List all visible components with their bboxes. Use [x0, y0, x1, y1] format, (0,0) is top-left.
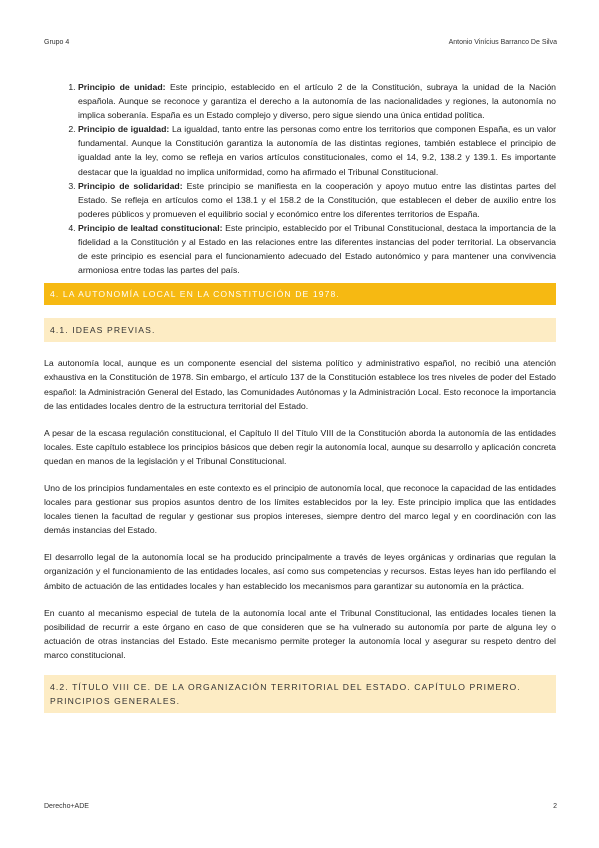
principle-title: Principio de unidad:	[78, 82, 166, 92]
principle-text: Este principio, establecido en el artículo 2 de la Constitución, subraya la unidad de la Nación española. Aunque se reconoce y garantiza el derecho a la autonomía de las nacionalidades y regiones, la autonomía no implica soberanía. España es un Estado complejo y diverso, pero sigue siendo una única entidad política.	[78, 82, 557, 121]
principle-text: Este principio, establecido por el Tribunal Constitucional, destaca la importancia de la fidelidad a la Constitución y al Estado en las relaciones entre las diferentes instancias del poder territorial. La observancia de este principio es esencial para el funcionamiento adecuado del Estado autonómico y para mantener una convivencia armoniosa entre todas las partes del país.	[78, 222, 556, 276]
section-heading: 4. LA AUTONOMÍA LOCAL EN LA CONSTITUCIÓN DE 1978.	[44, 283, 556, 305]
principle-title: Principio de solidaridad:	[78, 180, 183, 191]
list-item	[78, 179, 556, 221]
list-item	[78, 221, 556, 277]
principle-title: Principio de lealtad constitucional:	[78, 222, 223, 233]
subsection-heading: 4.2. TÍTULO VIII CE. DE LA ORGANIZACIÓN TERRITORIAL DEL ESTADO. CAPÍTULO PRIMERO. PRINCIPIOS GENERALES.	[44, 675, 556, 713]
header-author: Antonio Vinícius Barranco De Silva	[448, 39, 557, 46]
paragraph: La autonomía local, aunque es un componente esencial del sistema político y administrativo español, no recibió una atención exhaustiva en la Constitución de 1978. Sin embargo, el artículo 137 de la Constitución establece los tres niveles de poder del Estado español: la Administración General del Estado, las Comunidades Autónomas y la Administración Local. Esto reconoce la importancia de las entidades locales dentro de la estructura territorial del Estado.	[44, 358, 556, 411]
subsection-heading: 4.1. IDEAS PREVIAS.	[44, 318, 556, 342]
header-group: Grupo 4	[44, 39, 70, 46]
paragraph: En cuanto al mecanismo especial de tutela de la autonomía local ante el Tribunal Constitucional, las entidades locales tienen la posibilidad de recurrir a este órgano en caso de que consideren que se ha vulnerado su autonomía por parte de alguna ley o actuación de otras instancias del Estado. Este mecanismo permite proteger la autonomía local y asegurar su respeto dentro del marco constitucional.	[44, 607, 556, 660]
list-item	[78, 122, 556, 178]
principles-list	[44, 80, 556, 277]
paragraph: El desarrollo legal de la autonomía local se ha producido principalmente a través de leyes orgánicas y ordinarias que regulan la organización y el funcionamiento de las entidades locales, así como sus competencias y recursos. Estas leyes han ido perfilando el ámbito de actuación de las entidades locales y han establecido los mecanismos para garantizar su autonomía en la práctica.	[44, 552, 556, 591]
principle-title: Principio de igualdad:	[78, 124, 170, 135]
paragraph: Uno de los principios fundamentales en este contexto es el principio de autonomía local, que reconoce la capacidad de las entidades locales para gestionar sus propios asuntos dentro de los límites establecidos por la ley. Este principio implica que las entidades locales tienen la facultad de regular y gestionar sus propios intereses, siempre dentro del marco legal y en coordinación con las demás instancias del Estado.	[44, 482, 556, 536]
page-content	[44, 80, 556, 713]
footer-label: Derecho+ADE	[44, 803, 89, 810]
page-number: 2	[553, 803, 557, 810]
principle-text: La igualdad, tanto entre las personas como entre los territorios que componen España, es un valor fundamental. Aunque la Constitución garantiza la autonomía de las distintas regiones, también establece el principio de igualdad ante la ley, como se refleja en varios artículos constitucionales, como el 14, 9.2, 138.2 y 139.1. Es importante destacar que la igualdad no implica uniformidad, como ha afirmado el Tribunal Constitucional.	[78, 124, 556, 177]
paragraph: A pesar de la escasa regulación constitucional, el Capítulo II del Título VIII de la Constitución aborda la autonomía de las entidades locales. Este capítulo establece los principios básicos que deben regir la autonomía local, aunque su desarrollo y aplicación concreta quedan en manos de la legislación y el Tribunal Constitucional.	[44, 427, 556, 466]
list-item	[78, 80, 556, 122]
principle-text: Este principio se manifiesta en la cooperación y apoyo mutuo entre las distintas partes del Estado. Se refleja en artículos como el 138.1 y el 158.2 de la Constitución, que establecen el deber de auxilio entre los poderes públicos y promueven el equilibrio social y económico entre los diferentes territorios de España.	[78, 180, 556, 219]
